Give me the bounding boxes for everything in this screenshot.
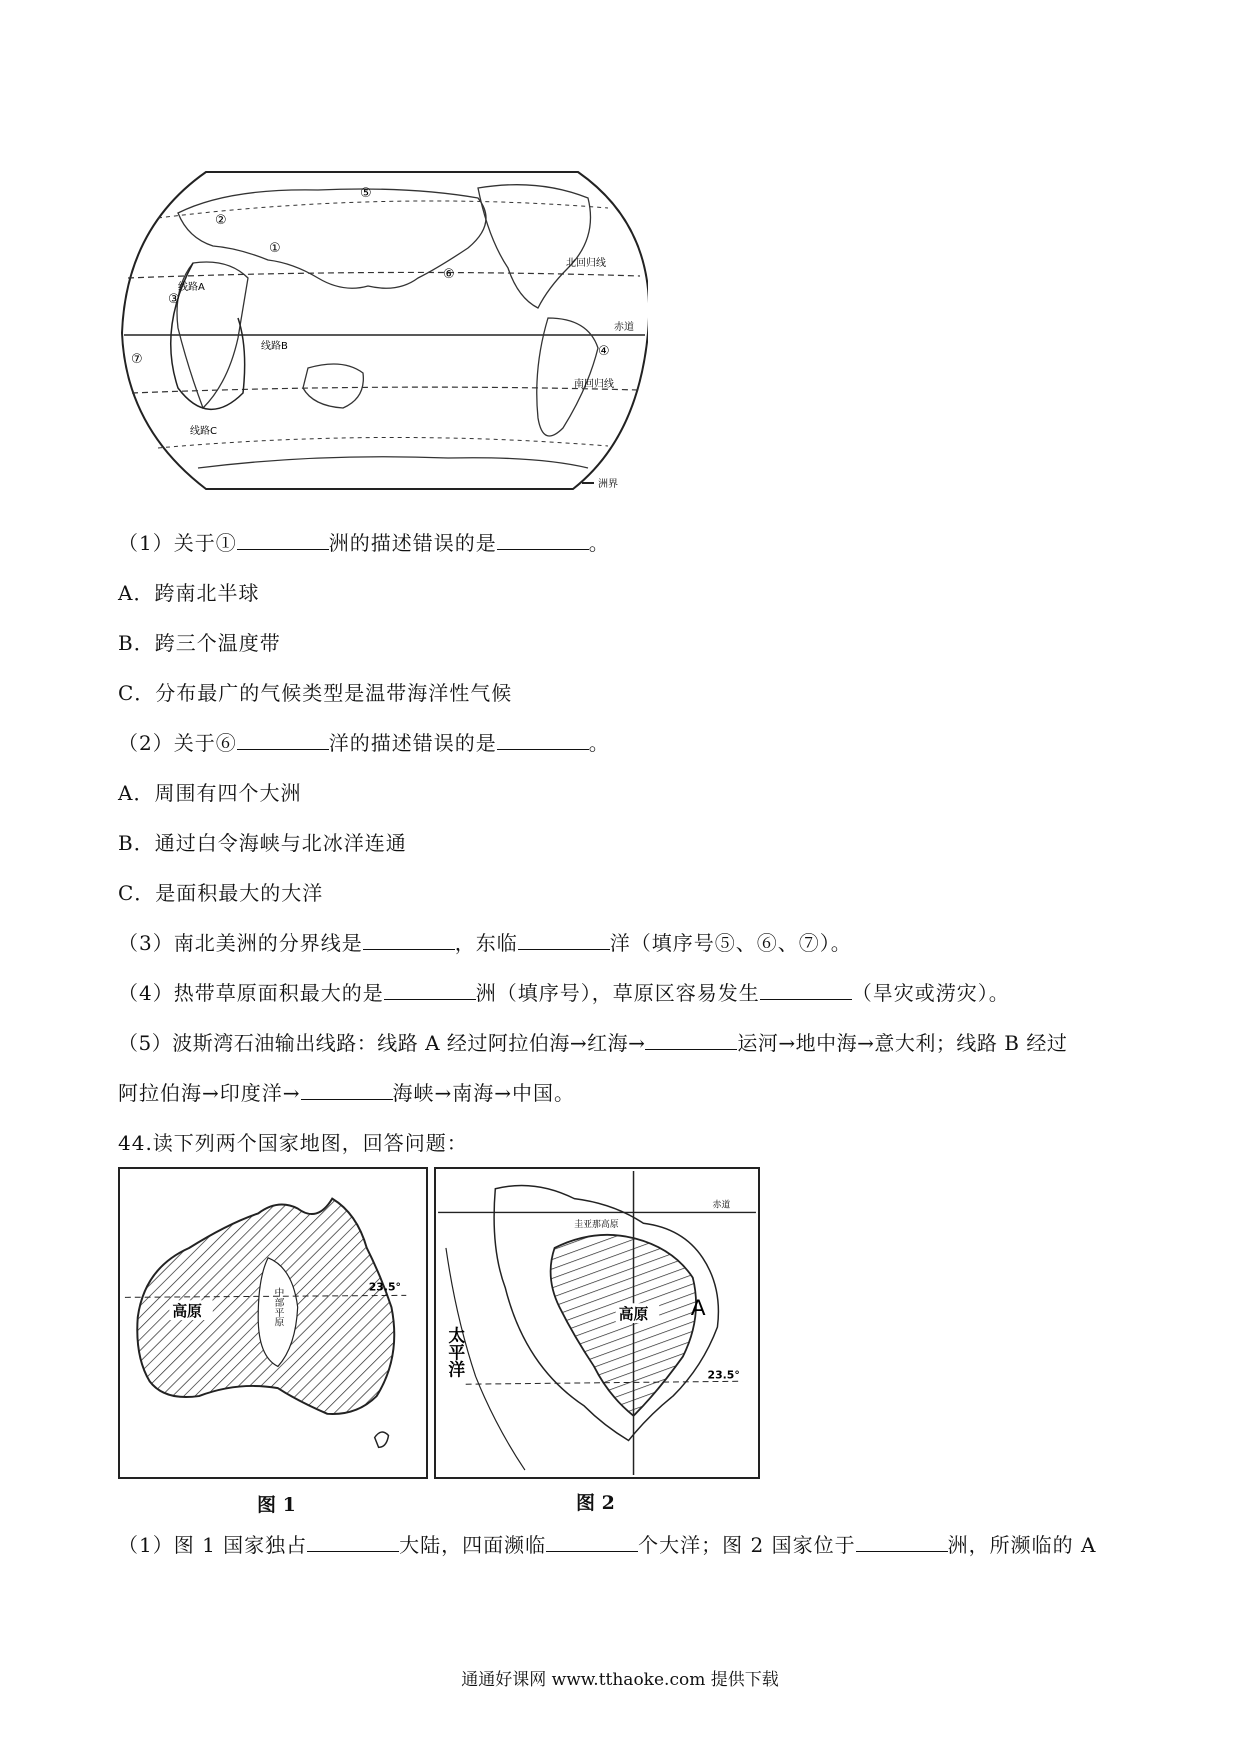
q43-3-post: 洋（填序号⑤、⑥、⑦）。 [609, 931, 852, 955]
map-route-b: 线路B [261, 341, 288, 352]
q43-1-option-b: B．跨三个温度带 [118, 631, 281, 655]
map-label-1: ① [269, 241, 281, 256]
bra-lat-label: 23.5° [707, 1368, 740, 1382]
q43-5-line2 [118, 1077, 575, 1106]
bra-pacific-label: 太平洋 [445, 1326, 466, 1378]
q43-5-line2-pre: 阿拉伯海→印度洋→ [118, 1081, 301, 1105]
q44-1-mid1: 大陆，四面濒临 [399, 1533, 547, 1557]
blank[interactable] [301, 1081, 393, 1100]
map-equator: 赤道 [614, 322, 634, 333]
aus-plateau-label: 高原 [172, 1303, 202, 1321]
blank[interactable] [645, 1031, 737, 1050]
blank[interactable] [856, 1533, 948, 1552]
map-label-4: ④ [598, 344, 610, 359]
q43-3-mid: ，东临 [454, 931, 518, 955]
q44-1-pre: （1）图 1 国家独占 [118, 1533, 308, 1557]
map-label-3: ③ [168, 292, 180, 307]
australia-map-figure [118, 1167, 428, 1479]
q43-1-pre: （1）关于① [118, 531, 237, 555]
map-route-a: 线路A [178, 282, 205, 293]
map-legend: 洲界 [598, 479, 618, 490]
map-label-7: ⑦ [131, 352, 143, 367]
q43-2-post: 。 [588, 731, 610, 755]
blank[interactable] [518, 931, 610, 950]
figure-2-caption: 图 2 [576, 1492, 615, 1514]
q43-2-option-c: C．是面积最大的大洋 [118, 881, 324, 905]
q43-3 [118, 927, 852, 956]
q43-5 [118, 1027, 1067, 1056]
q43-2 [118, 727, 610, 756]
q44-1-mid2: 个大洋；图 2 国家位于 [638, 1533, 856, 1557]
figure-1-caption: 图 1 [257, 1494, 296, 1516]
aus-lat-label: 23.5° [368, 1280, 401, 1294]
bra-guiana-label: 圭亚那高原 [574, 1220, 619, 1231]
map-route-c: 线路C [190, 426, 217, 437]
map-label-2: ② [215, 213, 227, 228]
q43-5-pre: （5）波斯湾石油输出线路：线路 A 经过阿拉伯海→红海→ [118, 1031, 646, 1055]
q43-2-option-a: A．周围有四个大洲 [118, 781, 302, 805]
blank[interactable] [307, 1533, 399, 1552]
q43-5-mid: 运河→地中海→意大利；线路 B 经过 [737, 1031, 1068, 1055]
q43-1 [118, 527, 610, 556]
q43-2-pre: （2）关于⑥ [118, 731, 237, 755]
q43-4-pre: （4）热带草原面积最大的是 [118, 981, 384, 1005]
map-tropic-south: 南回归线 [574, 379, 614, 390]
blank[interactable] [546, 1533, 638, 1552]
q43-2-mid: 洋的描述错误的是 [328, 731, 497, 755]
q44-title: 44.读下列两个国家地图，回答问题： [118, 1131, 468, 1155]
bra-plateau-label: 高原 [618, 1306, 649, 1324]
blank[interactable] [237, 531, 329, 550]
map-label-6: ⑥ [443, 267, 455, 282]
q44-1-post: 洲，所濒临的 A [947, 1533, 1097, 1557]
world-map-figure [118, 168, 648, 493]
q43-1-option-a: A．跨南北半球 [118, 581, 260, 605]
map-tropic-north: 北回归线 [566, 258, 606, 269]
bra-equator-label: 赤道 [712, 1200, 731, 1211]
q43-4-post: （旱灾或涝灾）。 [851, 981, 1010, 1005]
q43-5-line2-post: 海峡→南海→中国。 [392, 1081, 576, 1105]
map-label-5: ⑤ [360, 186, 372, 201]
tropic-south-line [132, 387, 638, 393]
q43-1-option-c: C．分布最广的气候类型是温带海洋性气候 [118, 681, 513, 705]
australia-shape [303, 364, 363, 408]
page-footer: 通通好课网 www.tthaoke.com 提供下载 [461, 1670, 779, 1690]
q43-4 [118, 977, 1010, 1006]
blank[interactable] [237, 731, 329, 750]
blank[interactable] [384, 981, 476, 1000]
blank[interactable] [760, 981, 852, 1000]
q43-2-option-b: B．通过白令海峡与北冰洋连通 [118, 831, 407, 855]
q43-1-post: 。 [588, 531, 610, 555]
q43-1-mid: 洲的描述错误的是 [328, 531, 497, 555]
aus-central-plain-label: 中部平原 [272, 1287, 284, 1327]
q43-3-pre: （3）南北美洲的分界线是 [118, 931, 363, 955]
q44-1 [118, 1529, 1096, 1558]
blank[interactable] [363, 931, 455, 950]
q43-4-mid: 洲（填序号），草原区容易发生 [475, 981, 760, 1005]
brazil-map-figure [434, 1167, 760, 1479]
blank[interactable] [497, 531, 589, 550]
brazil-plateau-area [551, 1235, 696, 1416]
blank[interactable] [497, 731, 589, 750]
bra-letter-a: A [690, 1296, 706, 1322]
